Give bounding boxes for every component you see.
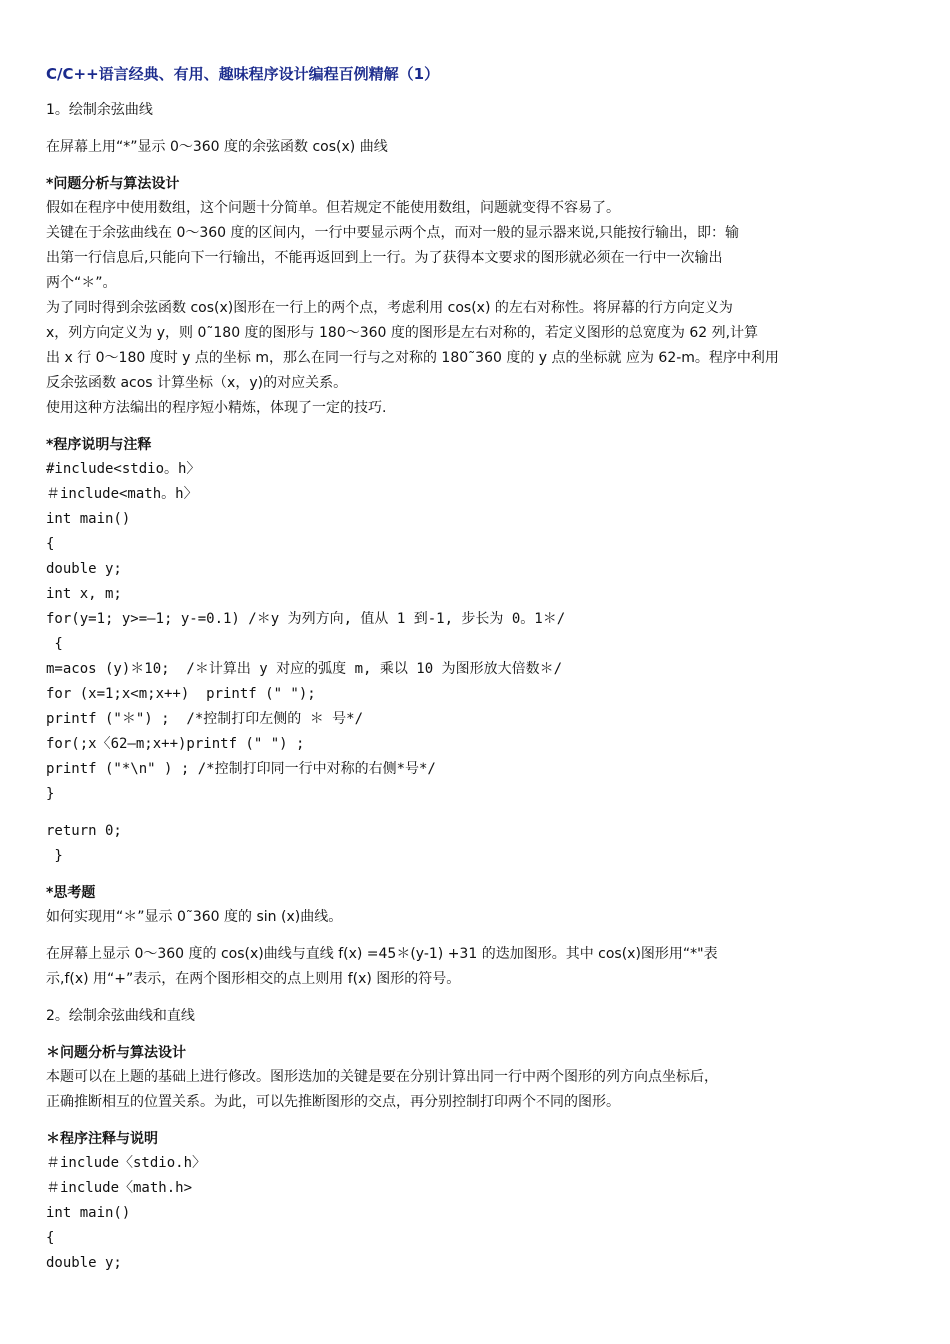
document-title: C/C++语言经典、有用、趣味程序设计编程百例精解（1） xyxy=(46,65,440,83)
analysis-line: x，列方向定义为 y，则 0˜180 度的图形与 180～360 度的图形是左右对称的，若定义图形的总宽度为 62 列,计算 xyxy=(46,325,759,341)
analysis-line: 两个“＊”。 xyxy=(46,275,117,291)
section-1-title: 1。绘制余弦曲线 xyxy=(46,102,153,118)
section-1-task: 在屏幕上用“*”显示 0～360 度的余弦函数 cos(x) 曲线 xyxy=(46,139,388,155)
code-line: return 0; xyxy=(46,823,122,839)
section-1-analysis-heading: *问题分析与算法设计 xyxy=(46,176,180,192)
analysis-line: 假如在程序中使用数组，这个问题十分简单。但若规定不能使用数组，问题就变得不容易了。 xyxy=(46,200,620,216)
section-1-think-question: 如何实现用“＊”显示 0˜360 度的 sin (x)曲线。 xyxy=(46,909,343,925)
section-2-task-line: 在屏幕上显示 0～360 度的 cos(x)曲线与直线 f(x) =45＊(y-1) +31 的迭加图形。其中 cos(x)图形用“*"表 xyxy=(46,946,718,962)
code-line: { xyxy=(46,1230,55,1246)
analysis-line: 为了同时得到余弦函数 cos(x)图形在一行上的两个点，考虑利用 cos(x) 的左右对称性。将屏幕的行方向定义为 xyxy=(46,300,733,316)
analysis-line: 出第一行信息后,只能向下一行输出，不能再返回到上一行。为了获得本文要求的图形就必须在一行中一次输出 xyxy=(46,250,723,266)
code-line: for (x=1;x<m;x++) printf (" "); xyxy=(46,686,316,702)
analysis-line: 使用这种方法编出的程序短小精炼，体现了一定的技巧. xyxy=(46,400,387,416)
section-1-think-heading: *思考题 xyxy=(46,885,96,901)
code-line: int main() xyxy=(46,1205,131,1221)
analysis-line: 反余弦函数 acos 计算坐标（x，y)的对应关系。 xyxy=(46,375,348,391)
code-line: ＃include<math。h〉 xyxy=(46,486,198,502)
analysis-line: 本题可以在上题的基础上进行修改。图形迭加的关键是要在分别计算出同一行中两个图形的列方向点坐标后， xyxy=(46,1069,718,1085)
code-line: int main() xyxy=(46,511,131,527)
section-2-task-line: 示,f(x) 用“+”表示，在两个图形相交的点上则用 f(x) 图形的符号。 xyxy=(46,971,461,987)
code-line: for(y=1; y>=—1; y-=0.1) /＊y 为列方向, 值从 1 到-1, 步长为 0。1＊/ xyxy=(46,611,566,627)
code-line: ＃include〈math.h> xyxy=(46,1180,193,1196)
analysis-line: 关键在于余弦曲线在 0～360 度的区间内，一行中要显示两个点，而对一般的显示器来说,只能按行输出，即：输 xyxy=(46,225,739,241)
section-2-program-heading: ＊程序注释与说明 xyxy=(46,1131,158,1147)
section-2-title: 2。绘制余弦曲线和直线 xyxy=(46,1008,195,1024)
code-line: printf ("*\n" ) ; /*控制打印同一行中对称的右侧*号*/ xyxy=(46,761,436,777)
code-line: { xyxy=(46,536,55,552)
analysis-line: 正确推断相互的位置关系。为此，可以先推断图形的交点，再分别控制打印两个不同的图形。 xyxy=(46,1094,620,1110)
analysis-line: 出 x 行 0～180 度时 y 点的坐标 m，那么在同一行与之对称的 180˜360 度的 y 点的坐标就 应为 62-m。程序中利用 xyxy=(46,350,779,366)
code-line: double y; xyxy=(46,561,122,577)
code-line: for(;x〈62—m;x++)printf (" ") ; xyxy=(46,736,305,752)
code-line: double y; xyxy=(46,1255,122,1271)
code-line: #include<stdio。h〉 xyxy=(46,461,201,477)
section-2-analysis-heading: ＊问题分析与算法设计 xyxy=(46,1045,186,1061)
code-line: } xyxy=(46,848,63,864)
code-line: } xyxy=(46,786,55,802)
section-1-program-heading: *程序说明与注释 xyxy=(46,437,152,453)
code-line: int x, m; xyxy=(46,586,122,602)
document-page xyxy=(46,62,916,1276)
code-line: ＃include〈stdio.h〉 xyxy=(46,1155,207,1171)
code-line: printf ("＊") ; /*控制打印左侧的 ＊ 号*/ xyxy=(46,711,364,727)
code-line: { xyxy=(46,636,63,652)
code-line: m=acos (y)＊10; /＊计算出 y 对应的弧度 m, 乘以 10 为图形放大倍数＊/ xyxy=(46,661,563,677)
